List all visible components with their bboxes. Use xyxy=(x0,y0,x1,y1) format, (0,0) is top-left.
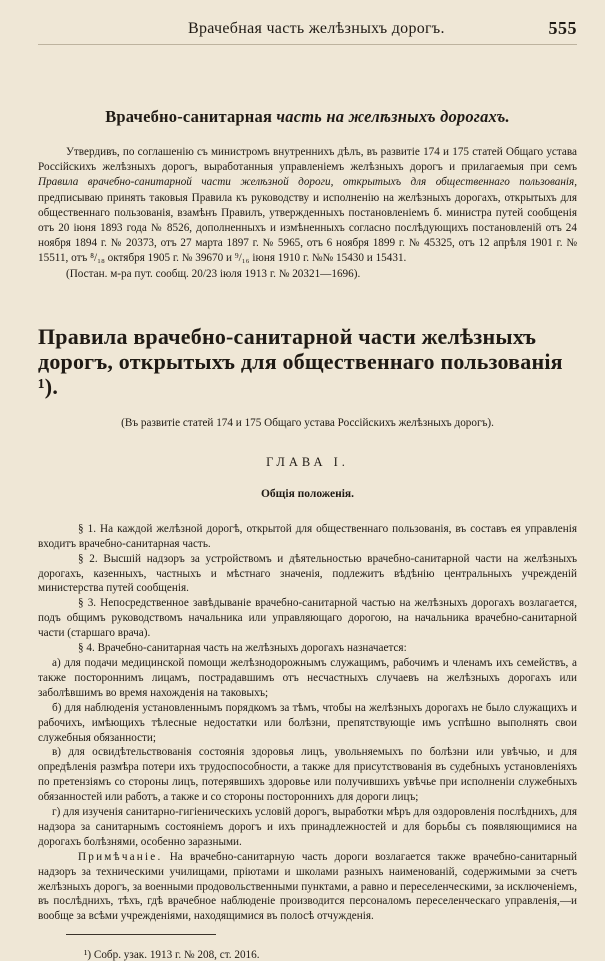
running-head xyxy=(38,18,577,45)
intro-paragraph xyxy=(38,145,577,267)
footnote: ¹) Собр. узак. 1913 г. № 208, ст. 2016. xyxy=(84,949,260,961)
running-title: Врачебная часть желѣзныхъ дорогъ. xyxy=(188,20,445,37)
paragraph-3: § 3. Непосредственное завѣдываніе врачебно-санитарной частью на желѣзныхъ дорогахъ возлагается, подъ общимъ руководствомъ начальника или управляющаго дорогою, на начальника врачебно-санитарной части (старшаго врача). xyxy=(38,597,577,640)
note-text: На врачебно-санитарную часть дороги возлагается также врачебно-санитарный надзоръ за техническими училищами, пріютами и школами разныхъ наименованій, содержимыми за счетъ желѣзныхъ дорогъ, за военными продовольственными пунктами, а равно и переселенческими, за исключеніемъ, въ послѣднихъ, тѣхъ, гдѣ врачебное наблюденіе производится персоналомъ переселенческаго управленія,—и вообще за всѣми учрежденіями, находящимися въ полосѣ отчужденія. xyxy=(38,850,577,923)
chapter-heading: ГЛАВА I. xyxy=(266,454,349,469)
intro-block xyxy=(38,145,577,282)
item-g: г) для изученія санитарно-гигіеническихъ условій дорогъ, выработки мѣръ для оздоровленія послѣднихъ, для надзора за санитарнымъ состояніемъ дорогъ и ихъ принадлежностей и для борьбы съ появляющимися на дорогахъ болѣзнями, особенно заразными. xyxy=(38,806,577,848)
rules-subtitle: (Въ развитіе статей 174 и 175 Общаго устава Россійскихъ желѣзныхъ дорогъ). xyxy=(121,416,494,429)
item-b: б) для наблюденія установленнымъ порядкомъ за тѣмъ, чтобы на желѣзныхъ дорогахъ не было служащихъ и рабочихъ, имѣющихъ тѣлесные недостатки или болѣзни, препятствующіе имъ успѣшно выполнять свои служебныя обязанности; xyxy=(38,701,577,744)
paragraph-1: § 1. На каждой желѣзной дорогѣ, открытой для общественнаго пользованія, въ составъ ея управленія входитъ врачебно-санитарная часть. xyxy=(38,522,577,550)
section-title-part1: Врачебно-санитарная xyxy=(105,107,277,126)
intro-citation: (Постан. м-ра пут. сообщ. 20/23 іюля 1913 г. № 20321—1696). xyxy=(66,267,361,280)
section-title xyxy=(38,107,577,127)
rules-body xyxy=(38,522,577,924)
intro-text-a: Утвердивъ, по соглашенію съ министромъ внутреннихъ дѣлъ, въ развитіе 174 и 175 статей Общаго устава Россійскихъ желѣзныхъ дорогъ, выработанныя управленіемъ желѣзныхъ дорогъ и прилагаемыя при семъ xyxy=(38,146,577,174)
section-title-part2: часть на желѣзныхъ дорогахъ. xyxy=(276,107,510,126)
note-label: Примѣчаніе. xyxy=(78,850,163,863)
intro-italic-rules-name: Правила врачебно-санитарной части желѣзной дороги, открытыхъ для общественнаго пользованія xyxy=(38,176,575,189)
intro-text-b: , предписываю принять таковыя Правила къ руководству и исполненію на желѣзныхъ дорогахъ, открытыхъ для общественнаго пользованія, взамѣнъ Правилъ, утвержденныхъ постановленіемъ б. министра путей сообщенія отъ 20 іюня 1893 года № 8526, дополненныхъ и измѣненныхъ согласно послѣдующихъ постановленій отъ 24 ноября 1894 г. № 20373, отъ 27 марта 1897 г. № 5965, отъ 6 ноября 1899 г. № 45325, отъ 12 апрѣля 1901 г. № 15511, отъ ⁸/₁₈ октября 1905 г. № 39670 и ⁹/₁₆ іюня 1910 г. №№ 15430 и 15431. xyxy=(38,176,577,265)
chapter-title: Общія положенія. xyxy=(260,487,355,500)
paragraph-2: § 2. Высшій надзоръ за устройствомъ и дѣятельностью врачебно-санитарной части на желѣзныхъ дорогахъ, казенныхъ, частныхъ и мѣстнаго значенія, подлежитъ вѣдѣнію центральныхъ учрежденій министерства путей сообщенія. xyxy=(38,552,577,595)
item-a: а) для подачи медицинской помощи желѣзнодорожнымъ служащимъ, рабочимъ и членамъ ихъ семействъ, а также постороннимъ лицамъ, пострадавшимъ отъ несчастныхъ случаевъ на желѣзныхъ дорогахъ или заболѣвшимъ во время нахожденія на таковыхъ; xyxy=(38,656,577,699)
footnote-divider xyxy=(66,934,216,935)
paragraph-4: § 4. Врачебно-санитарная часть на желѣзныхъ дорогахъ назначается: xyxy=(78,642,407,655)
note-paragraph xyxy=(38,850,577,925)
page-number: 555 xyxy=(548,18,577,38)
item-v: в) для освидѣтельствованія состоянія здоровья лицъ, увольняемыхъ по болѣзни или увѣчью, и для опредѣленія размѣра потери ихъ трудоспособности, а также для присутствованія въ судебныхъ установленіяхъ по претензіямъ со стороны лицъ, потерявшихъ здоровье или получившихъ увѣчье при исполненіи служебныхъ обязанностей или работъ, а также и со стороны постороннихъ для дороги лицъ; xyxy=(38,746,577,804)
rules-title: Правила врачебно-санитарной части желѣзныхъ дорогъ, открытыхъ для общественнаго пользованія ¹). xyxy=(38,323,563,399)
